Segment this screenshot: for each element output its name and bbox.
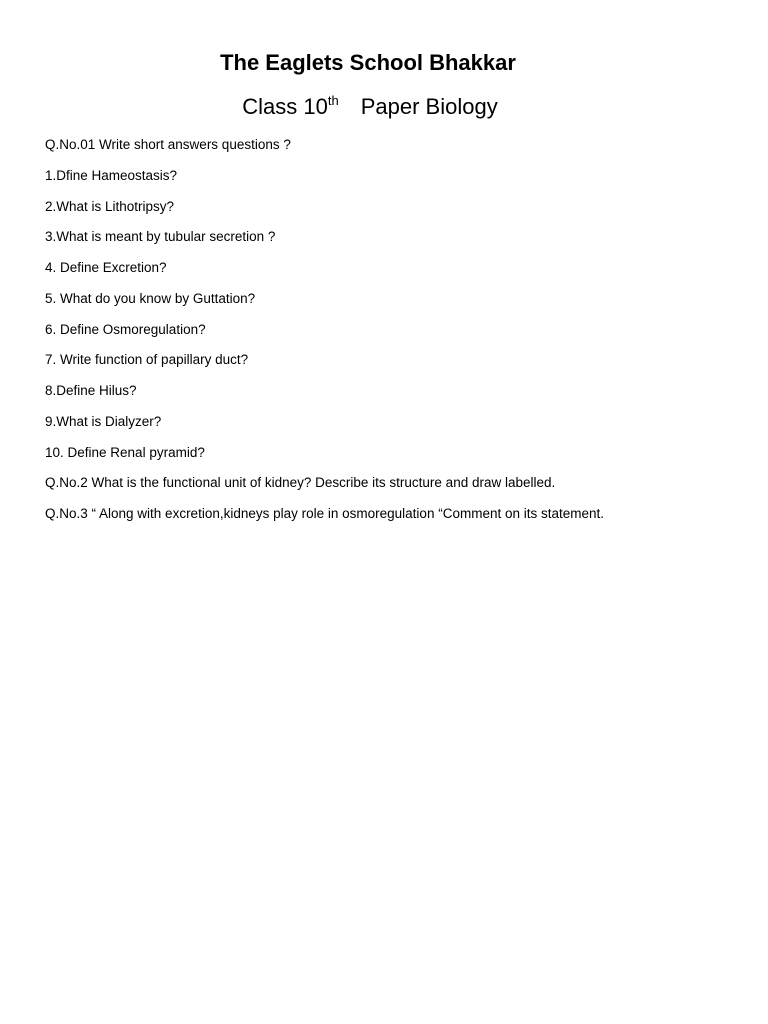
question-list: [45, 136, 745, 536]
class-ordinal-suffix: th: [327, 93, 339, 108]
question-item: 1.Dfine Hameostasis?: [45, 167, 178, 183]
school-title: The Eaglets School Bhakkar: [220, 50, 516, 75]
question-item: 5. What do you know by Guttation?: [45, 290, 256, 306]
question-heading-3: Q.No.3 “ Along with excretion,kidneys play role in osmoregulation “Comment on its statement.: [45, 506, 605, 521]
question-item: 10. Define Renal pyramid?: [45, 444, 205, 460]
question-item: 2.What is Lithotripsy?: [45, 198, 175, 214]
question-heading-1: Q.No.01 Write short answers questions ?: [45, 137, 291, 152]
class-paper-heading: [0, 92, 740, 122]
question-item: 4. Define Excretion?: [45, 260, 167, 275]
paper-title: Paper Biology: [360, 94, 498, 119]
class-label: Class 10: [242, 94, 328, 119]
question-item: 6. Define Osmoregulation?: [45, 321, 206, 337]
question-item: 9.What is Dialyzer?: [45, 413, 162, 429]
question-item: 3.What is meant by tubular secretion ?: [45, 229, 276, 245]
question-item: 7. Write function of papillary duct?: [45, 352, 249, 368]
question-item: 8.Define Hilus?: [45, 383, 137, 398]
question-heading-2: Q.No.2 What is the functional unit of kidney? Describe its structure and draw labelled.: [45, 475, 556, 491]
